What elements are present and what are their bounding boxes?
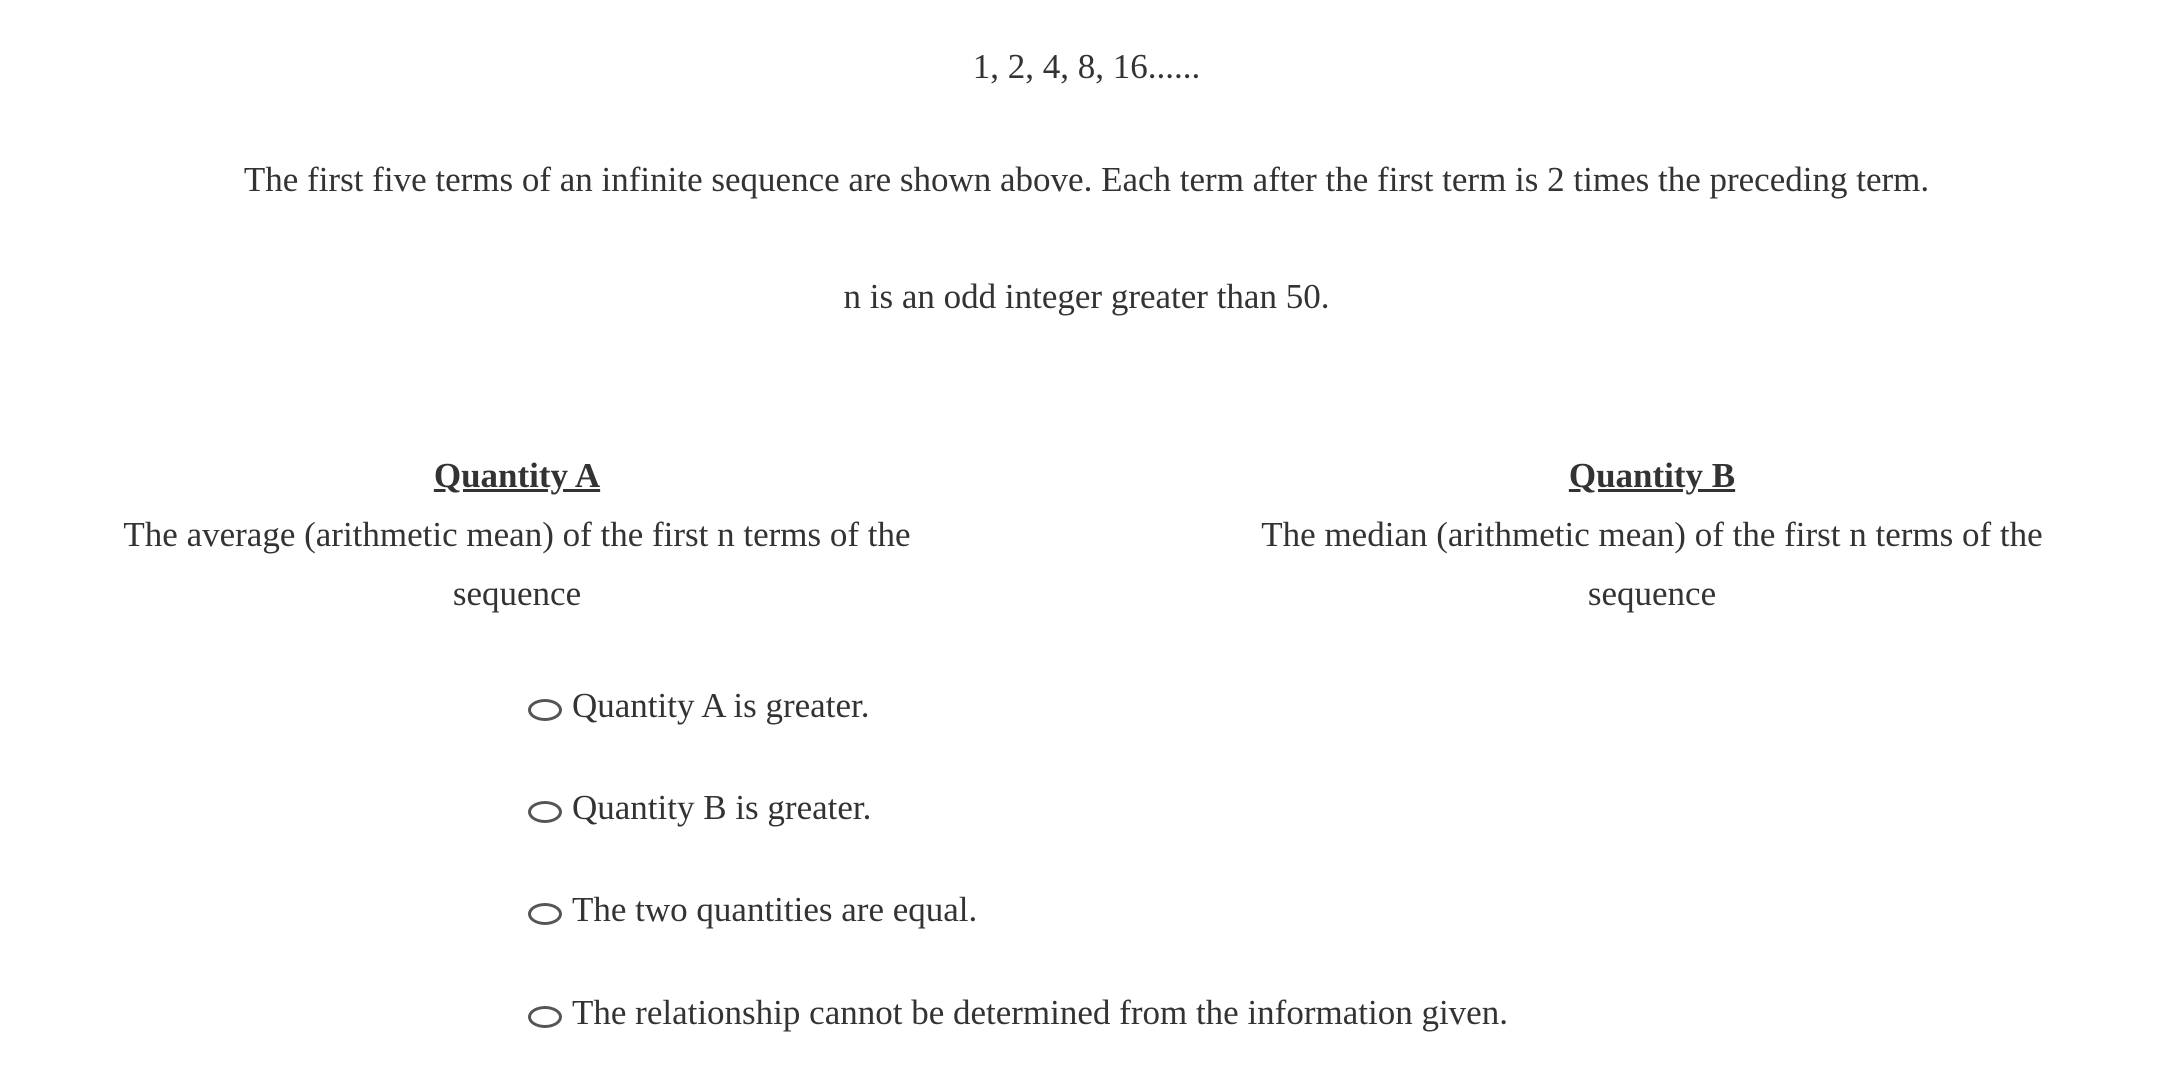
option-d[interactable] [528,988,1508,1038]
radio-icon[interactable] [528,801,562,823]
quantity-a-text: The average (arithmetic mean) of the first n terms of the sequence [123,515,911,613]
condition-text: n is an odd integer greater than 50. [843,277,1330,316]
quantity-b-column [1237,446,2067,623]
option-label: Quantity A is greater. [572,686,870,725]
radio-icon[interactable] [528,903,562,925]
option-a[interactable] [528,681,869,731]
question-description: The first five terms of an infinite sequence are shown above. Each term after the first term is 2 times the preceding term. [243,160,1930,199]
quantity-b-text: The median (arithmetic mean) of the first n terms of the sequence [1261,515,2043,613]
option-label: The relationship cannot be determined from the information given. [572,993,1508,1032]
quantity-b-heading: Quantity B [1568,456,1736,495]
option-c[interactable] [528,885,977,935]
quantity-a-column [102,446,932,623]
quantity-a-heading: Quantity A [433,456,601,495]
option-label: Quantity B is greater. [572,788,872,827]
radio-icon[interactable] [528,1006,562,1028]
option-label: The two quantities are equal. [572,890,978,929]
option-b[interactable] [528,783,871,833]
radio-icon[interactable] [528,699,562,721]
sequence-text: 1, 2, 4, 8, 16...... [972,47,1201,86]
